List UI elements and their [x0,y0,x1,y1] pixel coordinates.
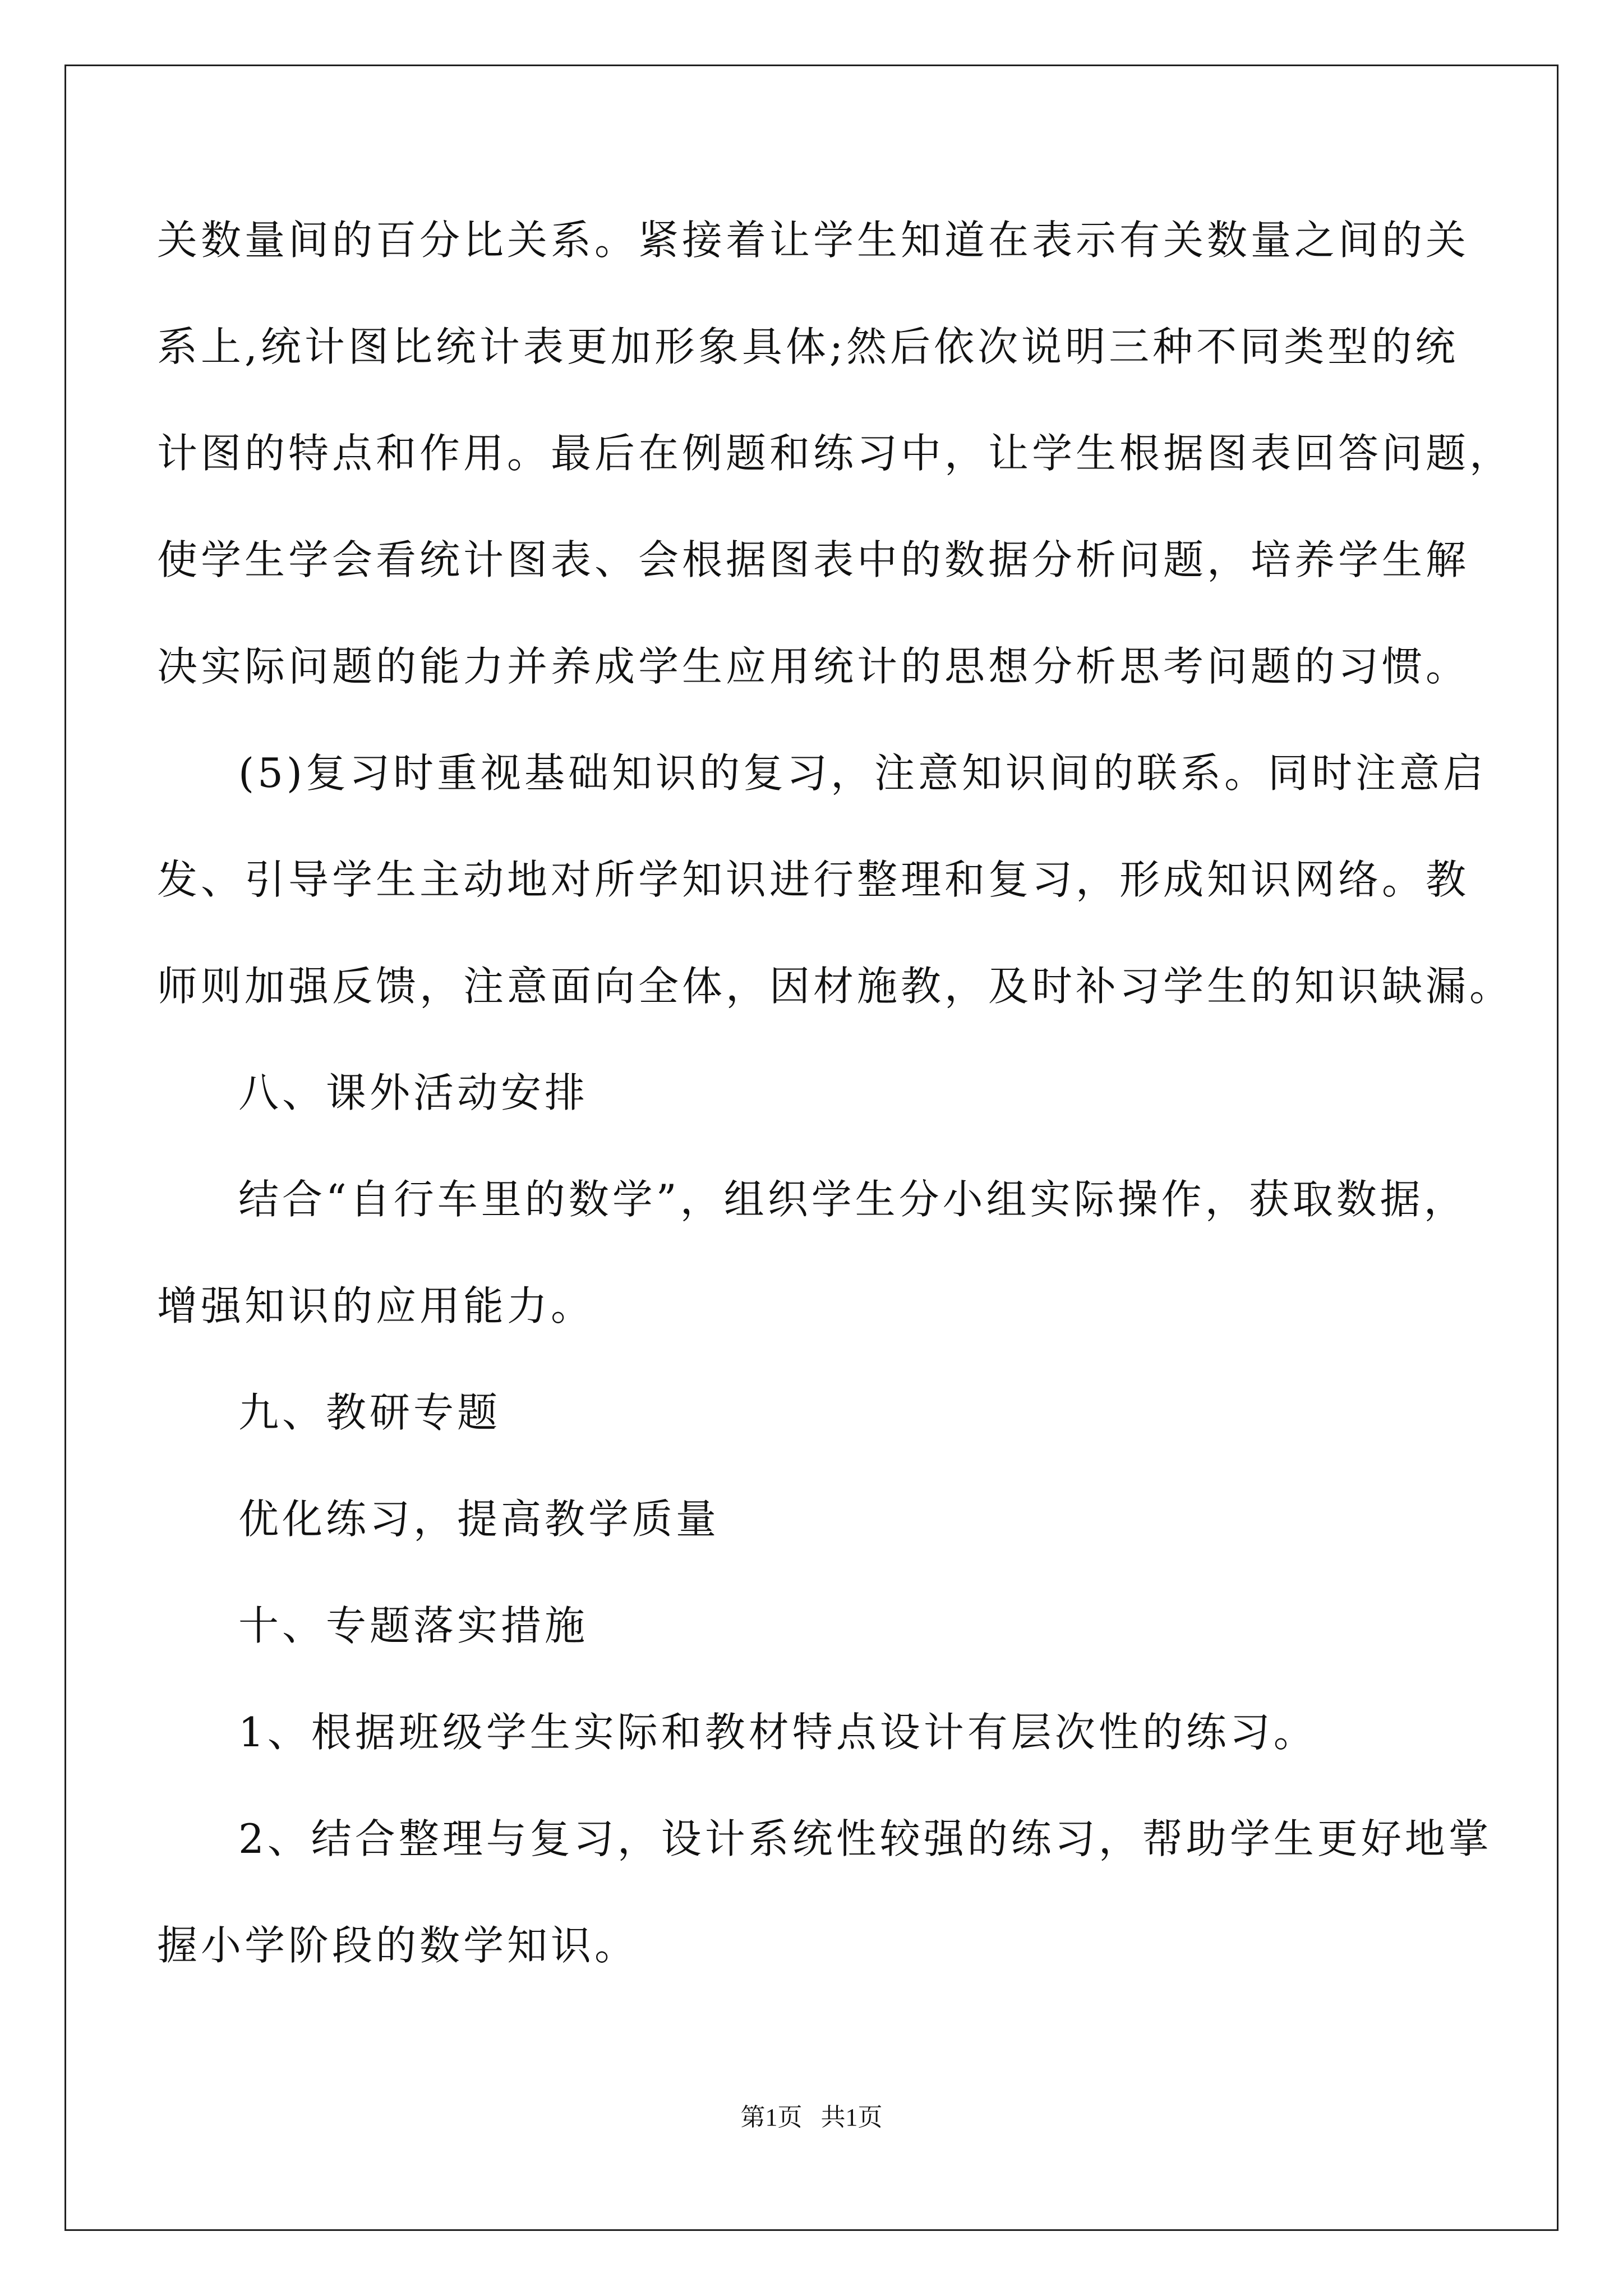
section-heading: 八、课外活动安排 [238,1069,589,1116]
body-line: 关数量间的百分比关系。紧接着让学生知道在表示有关数量之间的关 [157,217,1470,264]
section-heading: 九、教研专题 [238,1389,501,1436]
page-footer [0,2101,1623,2134]
body-line: 发、引导学生主动地对所学知识进行整理和复习，形成知识网络。教 [157,856,1470,903]
page-number-current: 第1页 [740,2104,803,2131]
page-number-total: 共1页 [820,2104,883,2131]
paragraph-start-line: 结合“自行车里的数学”，组织学生分小组实际操作，获取数据， [238,1176,1468,1223]
page-border [64,65,1559,2231]
paragraph-start-line: 优化练习，提高教学质量 [238,1496,720,1543]
body-line: 增强知识的应用能力。 [157,1282,595,1329]
body-line: 握小学阶段的数学知识。 [157,1922,639,1969]
body-line: 使学生学会看统计图表、会根据图表中的数据分析问题，培养学生解 [157,536,1470,583]
body-line: 系上,统计图比统计表更加形象具体;然后依次说明三种不同类型的统 [157,323,1459,370]
paragraph-start-line: (5)复习时重视基础知识的复习，注意知识间的联系。同时注意启 [238,749,1487,797]
body-line: 决实际问题的能力并养成学生应用统计的思想分析思考问题的习惯。 [157,643,1470,690]
list-item: 1、根据班级学生实际和教材特点设计有层次性的练习。 [238,1709,1317,1756]
list-item: 2、结合整理与复习，设计系统性较强的练习，帮助学生更好地掌 [238,1815,1492,1862]
body-line: 计图的特点和作用。最后在例题和练习中，让学生根据图表回答问题， [157,430,1514,477]
section-heading: 十、专题落实措施 [238,1602,589,1649]
body-line: 师则加强反馈，注意面向全体，因材施教，及时补习学生的知识缺漏。 [157,963,1514,1010]
